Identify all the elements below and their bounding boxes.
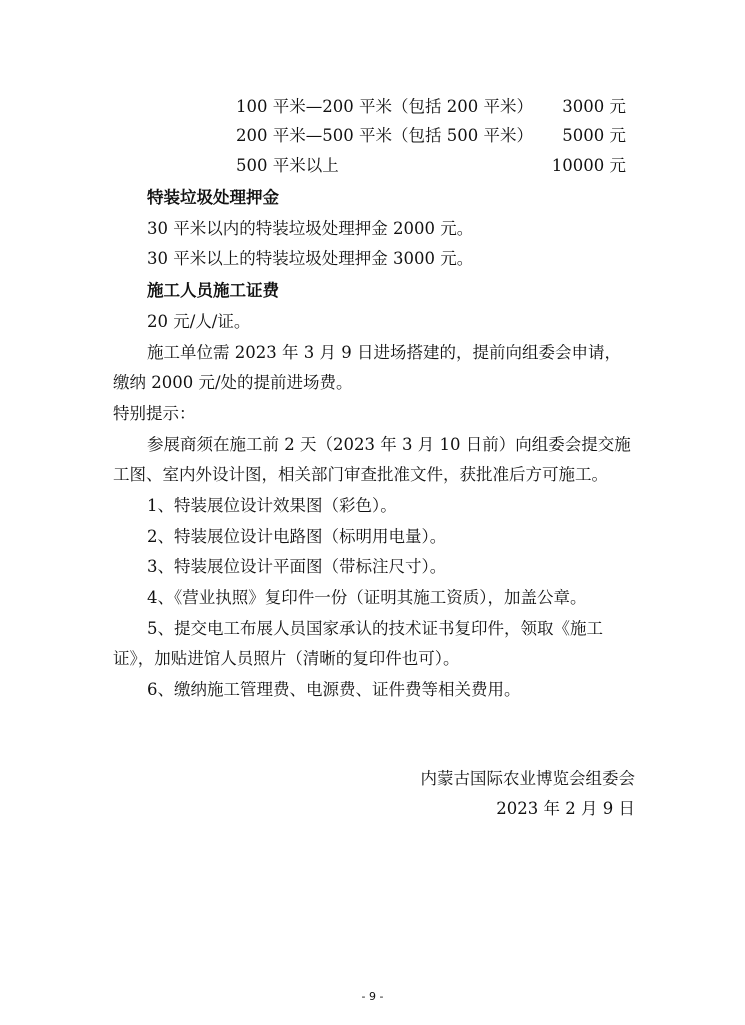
worker-cert-fee: 20 元/人/证。 [147, 312, 251, 331]
notice-paragraph: 参展商须在施工前 2 天（2023 年 3 月 10 日前）向组委会提交施 [147, 435, 631, 454]
fee-tier-amount: 10000 元 [551, 156, 626, 175]
notice-item: 5、提交电工布展人员国家承认的技术证书复印件，领取《施工 [147, 619, 603, 638]
notice-item: 4、《营业执照》复印件一份（证明其施工资质），加盖公章。 [147, 588, 587, 607]
notice-item: 3、特装展位设计平面图（带标注尺寸）。 [147, 557, 447, 576]
notice-item: 6、缴纳施工管理费、电源费、证件费等相关费用。 [147, 680, 521, 699]
notice-item-continued: 证》，加贴进馆人员照片（清晰的复印件也可）。 [113, 649, 460, 668]
signature-date: 2023 年 2 月 9 日 [496, 799, 635, 818]
notice-heading: 特别提示： [113, 404, 196, 423]
fee-tier-label: 200 平米—500 平米（包括 500 平米） [236, 126, 533, 145]
garbage-deposit-line: 30 平米以上的特装垃圾处理押金 3000 元。 [147, 249, 474, 268]
fee-tier-amount: 5000 元 [562, 126, 626, 145]
garbage-deposit-heading: 特装垃圾处理押金 [147, 188, 279, 207]
worker-cert-heading: 施工人员施工证费 [147, 281, 279, 300]
page-number: - 9 - [361, 990, 384, 1003]
fee-tier-label: 500 平米以上 [236, 156, 339, 175]
signature-org: 内蒙古国际农业博览会组委会 [420, 769, 635, 788]
fee-tier-row [236, 125, 626, 147]
notice-paragraph: 工图、室内外设计图，相关部门审查批准文件，获批准后方可施工。 [113, 465, 608, 484]
fee-tier-row [236, 155, 626, 177]
early-entry-text: 缴纳 2000 元/处的提前进场费。 [113, 373, 353, 392]
notice-item: 1、特装展位设计效果图（彩色）。 [147, 496, 397, 515]
garbage-deposit-line: 30 平米以内的特装垃圾处理押金 2000 元。 [147, 219, 474, 238]
early-entry-text: 施工单位需 2023 年 3 月 9 日进场搭建的，提前向组委会申请， [147, 343, 621, 362]
fee-tier-label: 100 平米—200 平米（包括 200 平米） [236, 97, 533, 116]
fee-tier-row [236, 96, 626, 118]
fee-tier-amount: 3000 元 [562, 97, 626, 116]
notice-item: 2、特装展位设计电路图（标明用电量）。 [147, 527, 447, 546]
